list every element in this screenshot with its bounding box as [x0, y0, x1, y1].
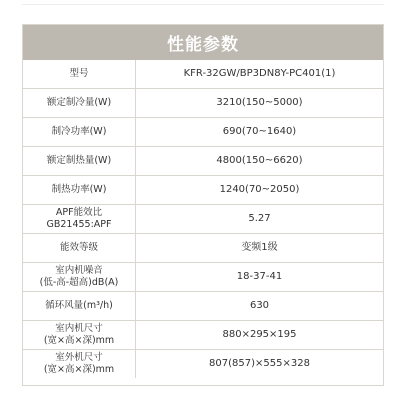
row-label: 循环风量(m³/h) — [23, 292, 136, 321]
row-label: 型号 — [23, 60, 136, 89]
table-row-airflow — [23, 292, 383, 321]
row-label-line2: (低-高-超高)dB(A) — [39, 277, 119, 288]
table-row-cooling-power — [23, 118, 383, 147]
spec-table — [23, 60, 383, 378]
row-label-line1: 室内机尺寸 — [55, 323, 103, 334]
row-value: 630 — [136, 292, 384, 321]
table-row-indoor-size — [23, 321, 383, 350]
row-label — [23, 205, 136, 234]
row-value: 4800(150~6620) — [136, 147, 384, 176]
row-value: KFR-32GW/BP3DN8Y-PC401(1) — [183, 68, 336, 79]
table-row-outdoor-size — [23, 350, 383, 379]
row-value: 18-37-41 — [136, 263, 384, 292]
row-label-line1: 室外机尺寸 — [55, 352, 103, 363]
row-value: 变频1级 — [136, 234, 384, 263]
spec-sheet-title: 性能参数 — [23, 25, 383, 60]
table-row-cooling-capacity — [23, 89, 383, 118]
row-label-line2: GB21455:APF — [46, 219, 112, 230]
top-divider — [22, 4, 384, 5]
row-value: 880×295×195 — [136, 321, 384, 350]
row-label-line1: 室内机噪音 — [55, 265, 103, 276]
row-label: 能效等级 — [23, 234, 136, 263]
row-value: 3210(150~5000) — [136, 89, 384, 118]
row-label: 额定制冷量(W) — [23, 89, 136, 118]
row-label: 额定制热量(W) — [23, 147, 136, 176]
table-row-heating-capacity — [23, 147, 383, 176]
row-value: 690(70~1640) — [136, 118, 384, 147]
row-label-line2: (宽×高×深)mm — [43, 364, 115, 375]
row-label-line2: (宽×高×深)mm — [43, 335, 115, 346]
table-row-efficiency-grade — [23, 234, 383, 263]
row-label: 制冷功率(W) — [23, 118, 136, 147]
spec-sheet — [22, 24, 384, 386]
row-value: 1240(70~2050) — [136, 176, 384, 205]
row-label-line1: APF能效比 — [55, 207, 103, 218]
table-row-model — [23, 60, 383, 89]
table-row-apf — [23, 205, 383, 234]
row-label — [23, 321, 136, 350]
table-row-indoor-noise — [23, 263, 383, 292]
row-value: 5.27 — [136, 205, 384, 234]
row-label — [23, 263, 136, 292]
row-label — [23, 350, 136, 379]
table-row-heating-power — [23, 176, 383, 205]
row-value: 807(857)×555×328 — [136, 350, 384, 379]
row-label: 制热功率(W) — [23, 176, 136, 205]
